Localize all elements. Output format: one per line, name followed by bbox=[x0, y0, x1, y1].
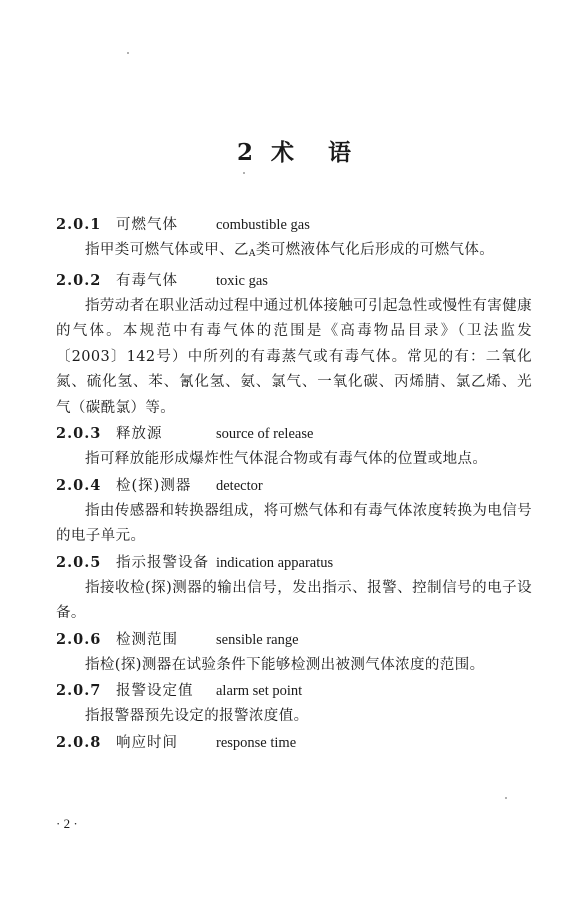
chapter-title-part2: 语 bbox=[328, 139, 351, 166]
term-english: detector bbox=[216, 477, 263, 494]
chapter-title-part1: 术 bbox=[271, 139, 294, 166]
definition-subscript: A bbox=[248, 249, 256, 259]
term-heading bbox=[56, 421, 532, 447]
term-definition: 指可释放能形成爆炸性气体混合物或有毒气体的位置或地点。 bbox=[85, 451, 488, 467]
term-heading bbox=[56, 212, 532, 238]
term-definition: 指检(探)测器在试验条件下能够检测出被测气体浓度的范围。 bbox=[85, 656, 485, 673]
chapter-title bbox=[0, 134, 588, 167]
term-number: 2.0.8 bbox=[56, 733, 102, 751]
term-chinese: 检(探)测器 bbox=[116, 477, 192, 494]
term-heading bbox=[56, 550, 532, 576]
term-english: combustible gas bbox=[216, 217, 310, 233]
term-chinese: 检测范围 bbox=[116, 631, 178, 648]
term-english: source of release bbox=[216, 426, 314, 442]
term-heading bbox=[56, 730, 532, 756]
term-chinese: 可燃气体 bbox=[116, 217, 178, 233]
definition-text: 指甲类可燃气体或甲、乙 bbox=[85, 242, 249, 258]
term-number: 2.0.6 bbox=[56, 630, 102, 648]
term-heading bbox=[56, 268, 532, 294]
term-english: toxic gas bbox=[216, 272, 268, 289]
term-chinese: 释放源 bbox=[116, 426, 163, 442]
term-chinese: 报警设定值 bbox=[116, 683, 194, 699]
term-definition: 指接收检(探)测器的输出信号，发出指示、报警、控制信号的电子设备。 bbox=[56, 579, 532, 621]
term-english: alarm set point bbox=[216, 683, 303, 699]
scan-speck bbox=[243, 172, 245, 174]
term-definition bbox=[56, 238, 532, 268]
term-number: 2.0.3 bbox=[56, 425, 102, 442]
definition-text: 类可燃液体气化后形成的可燃气体。 bbox=[255, 242, 495, 258]
term-heading bbox=[56, 473, 532, 499]
term-english: indication apparatus bbox=[216, 554, 334, 571]
term-english: response time bbox=[216, 734, 297, 751]
term-chinese: 有毒气体 bbox=[116, 272, 178, 289]
page-number: · 2 · bbox=[56, 816, 78, 831]
term-number: 2.0.5 bbox=[56, 553, 102, 571]
term-heading bbox=[56, 678, 532, 704]
scan-speck bbox=[505, 797, 507, 799]
term-chinese: 指示报警设备 bbox=[116, 554, 209, 571]
terms-list bbox=[56, 212, 532, 756]
term-number: 2.0.2 bbox=[56, 271, 102, 289]
term-number: 2.0.4 bbox=[56, 476, 102, 494]
term-number: 2.0.1 bbox=[56, 216, 102, 233]
term-definition: 指报警器预先设定的报警浓度值。 bbox=[85, 708, 309, 724]
term-definition: 指由传感器和转换器组成，将可燃气体和有毒气体浓度转换为电信号的电子单元。 bbox=[56, 502, 532, 544]
term-heading bbox=[56, 627, 532, 653]
term-number: 2.0.7 bbox=[56, 682, 102, 699]
term-english: sensible range bbox=[216, 631, 299, 648]
term-chinese: 响应时间 bbox=[116, 734, 178, 751]
scan-speck bbox=[127, 52, 129, 54]
term-definition: 指劳动者在职业活动过程中通过机体接触可引起急性或慢性有害健康的气体。本规范中有毒气体的范围是《高毒物品目录》（卫法监发〔2003〕142号）中所列的有毒蒸气或有毒气体。常见的有：二氧化氮、硫化氢、苯、氰化氢、氨、氯气、一氧化碳、丙烯腈、氯乙烯、光气（碳酰氯）等。 bbox=[56, 297, 532, 416]
chapter-number: 2 bbox=[236, 139, 253, 166]
